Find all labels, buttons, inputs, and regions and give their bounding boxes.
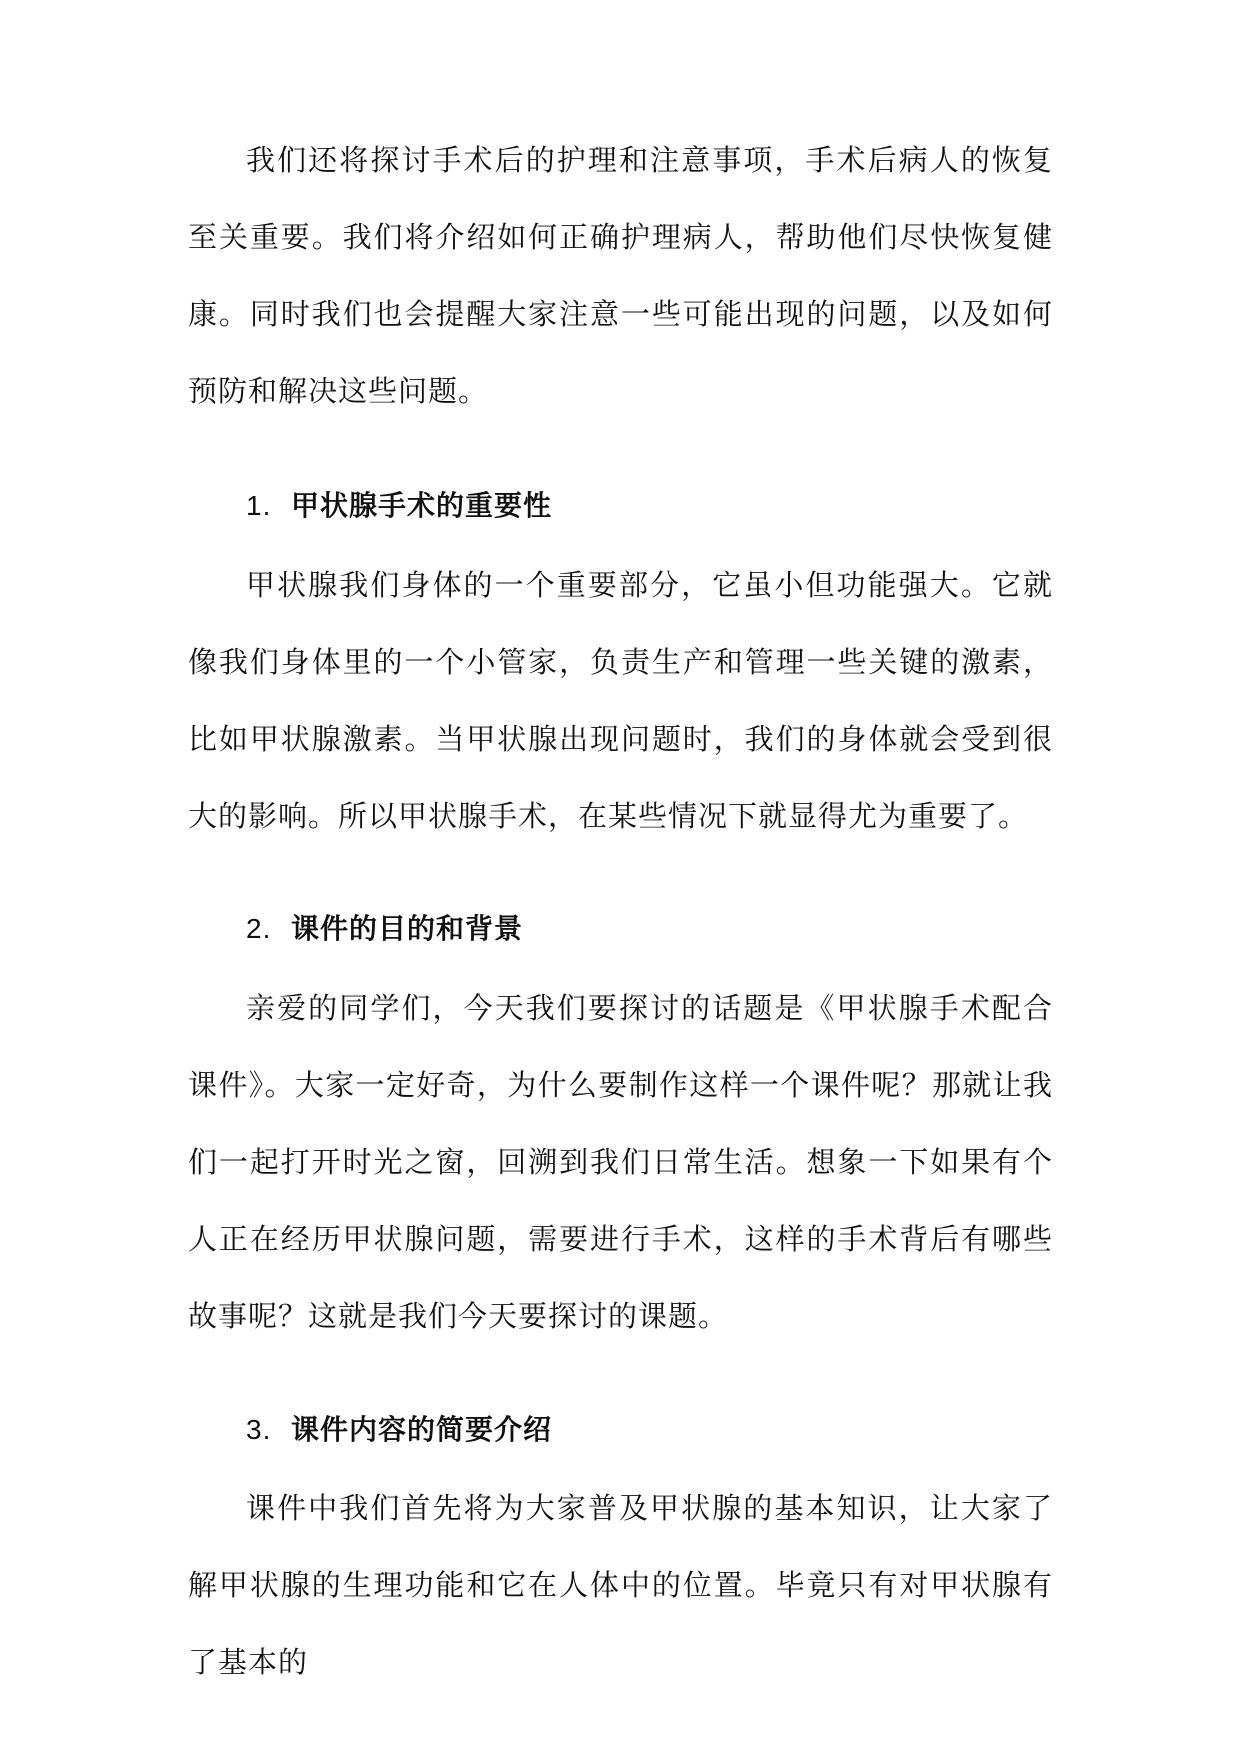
- intro-paragraph-block: [188, 122, 1053, 430]
- section-1-number: 1.: [246, 490, 272, 521]
- section-2-number: 2.: [246, 913, 272, 944]
- section-3-paragraph: 课件中我们首先将为大家普及甲状腺的基本知识，让大家了解甲状腺的生理功能和它在人体中的位置。毕竟只有对甲状腺有了基本的: [188, 1491, 1053, 1679]
- section-3-paragraph-block: [188, 1470, 1053, 1701]
- section-1-paragraph-block: [188, 547, 1053, 855]
- section-1-paragraph: 甲状腺我们身体的一个重要部分，它虽小但功能强大。它就像我们身体里的一个小管家，负责生产和管理一些关键的激素，比如甲状腺激素。当甲状腺出现问题时，我们的身体就会受到很大的影响。所以甲状腺手术，在某些情况下就显得尤为重要了。: [188, 568, 1053, 833]
- section-3-heading: [188, 1410, 1053, 1450]
- section-2-paragraph: 亲爱的同学们，今天我们要探讨的话题是《甲状腺手术配合课件》。大家一定好奇，为什么要制作这样一个课件呢？那就让我们一起打开时光之窗，回溯到我们日常生活。想象一下如果有个人正在经历甲状腺问题，需要进行手术，这样的手术背后有哪些故事呢？这就是我们今天要探讨的课题。: [188, 991, 1053, 1333]
- section-3-number: 3.: [246, 1414, 272, 1445]
- intro-paragraph: 我们还将探讨手术后的护理和注意事项，手术后病人的恢复至关重要。我们将介绍如何正确护理病人，帮助他们尽快恢复健康。同时我们也会提醒大家注意一些可能出现的问题，以及如何预防和解决这些问题。: [188, 143, 1053, 408]
- section-2-heading: [188, 909, 1053, 949]
- section-1-title: 甲状腺手术的重要性: [291, 489, 553, 522]
- section-3-title: 课件内容的简要介绍: [291, 1413, 553, 1446]
- section-2-title: 课件的目的和背景: [291, 912, 524, 945]
- section-1-heading: [188, 486, 1053, 526]
- section-2-paragraph-block: [188, 970, 1053, 1355]
